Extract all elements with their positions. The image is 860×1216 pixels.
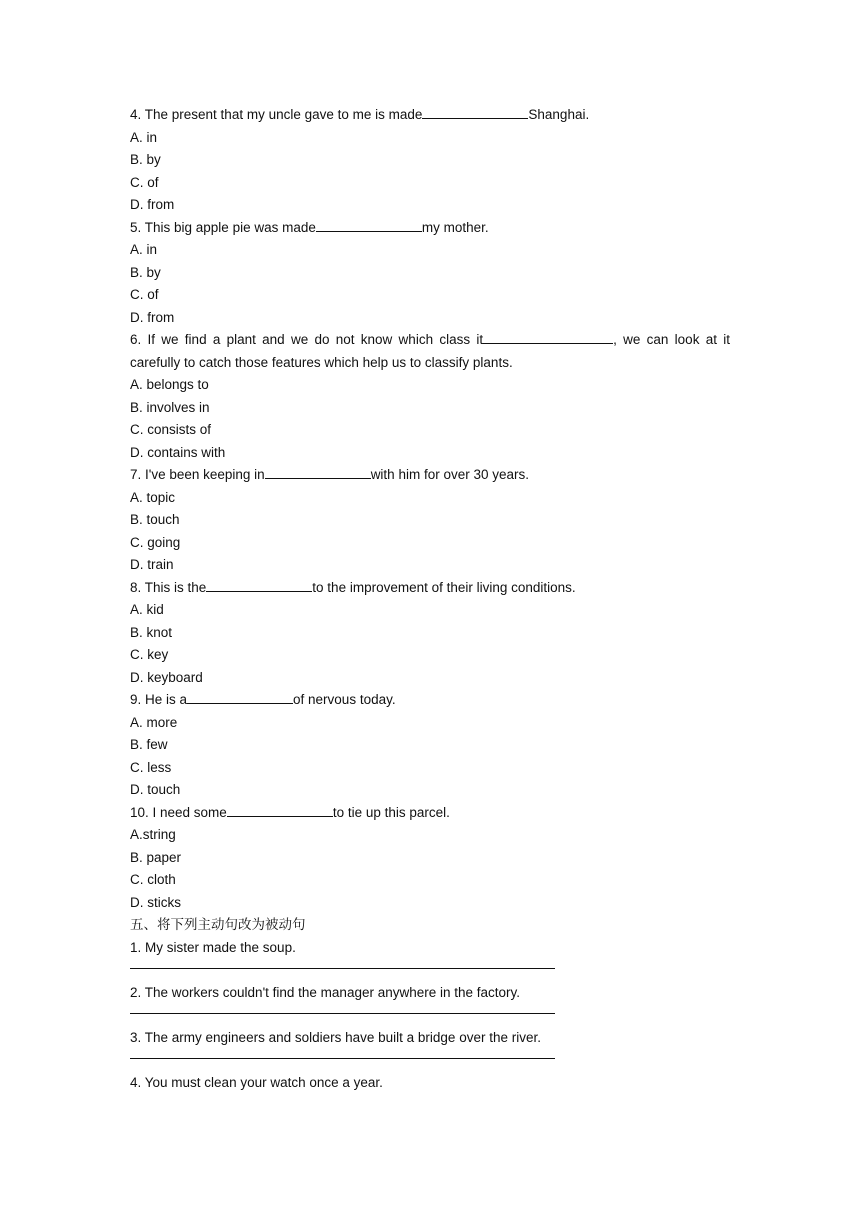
option[interactable]: D. contains with	[130, 444, 226, 460]
rewrite-item: 1. My sister made the soup.	[130, 939, 296, 955]
question-text: to the improvement of their living conditions.	[312, 579, 576, 595]
question-text: my mother.	[421, 219, 489, 235]
question-text: 6. If we find a plant and we do not know which class it	[130, 332, 484, 347]
option[interactable]: B. by	[130, 264, 161, 280]
option[interactable]: B. touch	[130, 512, 180, 527]
option[interactable]: D. from	[130, 197, 175, 212]
question-text: 8. This is the	[130, 579, 207, 595]
question-text: 4. The present that my uncle gave to me is made	[130, 107, 423, 122]
question-text: with him for over 30 years.	[370, 467, 529, 482]
option[interactable]: D. sticks	[130, 894, 182, 910]
question-text: , we can look at it	[613, 332, 730, 347]
question-text: 7. I've been keeping in	[130, 467, 265, 482]
answer-blank[interactable]	[483, 329, 613, 344]
question-text: Shanghai.	[528, 107, 590, 122]
option[interactable]: D. from	[130, 309, 175, 325]
option[interactable]: B. paper	[130, 849, 182, 865]
answer-blank[interactable]	[227, 802, 333, 817]
question-9	[130, 689, 730, 712]
question-text: of nervous today.	[293, 692, 396, 707]
option[interactable]: D. train	[130, 557, 174, 572]
option[interactable]: C. less	[130, 759, 172, 775]
option[interactable]: B. by	[130, 152, 161, 167]
question-5	[130, 217, 730, 240]
option[interactable]: D. keyboard	[130, 669, 203, 685]
option[interactable]: C. of	[130, 174, 159, 190]
option[interactable]: A. kid	[130, 602, 164, 617]
option[interactable]: C. consists of	[130, 422, 212, 437]
worksheet-page	[130, 104, 730, 1094]
answer-blank[interactable]	[422, 104, 528, 119]
option[interactable]: C. cloth	[130, 872, 176, 887]
question-4	[130, 104, 730, 127]
option[interactable]: A. in	[130, 242, 158, 257]
answer-blank[interactable]	[187, 689, 293, 704]
option[interactable]: D. touch	[130, 782, 181, 797]
question-text: 10. I need some	[130, 804, 227, 820]
option[interactable]: A.string	[130, 827, 176, 842]
answer-line[interactable]	[130, 1004, 730, 1027]
option[interactable]: A. more	[130, 714, 178, 730]
option[interactable]: B. few	[130, 737, 168, 752]
option[interactable]: B. knot	[130, 624, 173, 640]
question-7	[130, 464, 730, 487]
question-6-continued: carefully to catch those features which help us to classify plants.	[130, 354, 513, 370]
option[interactable]: C. of	[130, 287, 159, 302]
question-10	[130, 802, 730, 825]
question-text: 9. He is a	[130, 692, 188, 707]
answer-blank[interactable]	[316, 217, 422, 232]
answer-blank[interactable]	[206, 577, 312, 592]
section-heading: 五、将下列主动句改为被动句	[130, 917, 306, 933]
question-text: 5. This big apple pie was made	[130, 219, 316, 235]
option[interactable]: B. involves in	[130, 399, 210, 415]
question-text: to tie up this parcel.	[332, 804, 450, 820]
option[interactable]: C. going	[130, 534, 181, 550]
option[interactable]: A. topic	[130, 489, 176, 505]
rewrite-item: 2. The workers couldn't find the manager anywhere in the factory.	[130, 984, 521, 1000]
question-6	[130, 329, 730, 352]
option[interactable]: A. in	[130, 129, 158, 145]
option[interactable]: A. belongs to	[130, 377, 209, 392]
question-8	[130, 577, 730, 600]
answer-line[interactable]	[130, 1049, 730, 1072]
rewrite-item: 3. The army engineers and soldiers have built a bridge over the river.	[130, 1029, 541, 1045]
option[interactable]: C. key	[130, 647, 169, 662]
answer-line[interactable]	[130, 959, 730, 982]
answer-blank[interactable]	[265, 464, 371, 479]
rewrite-item: 4. You must clean your watch once a year.	[130, 1074, 383, 1090]
